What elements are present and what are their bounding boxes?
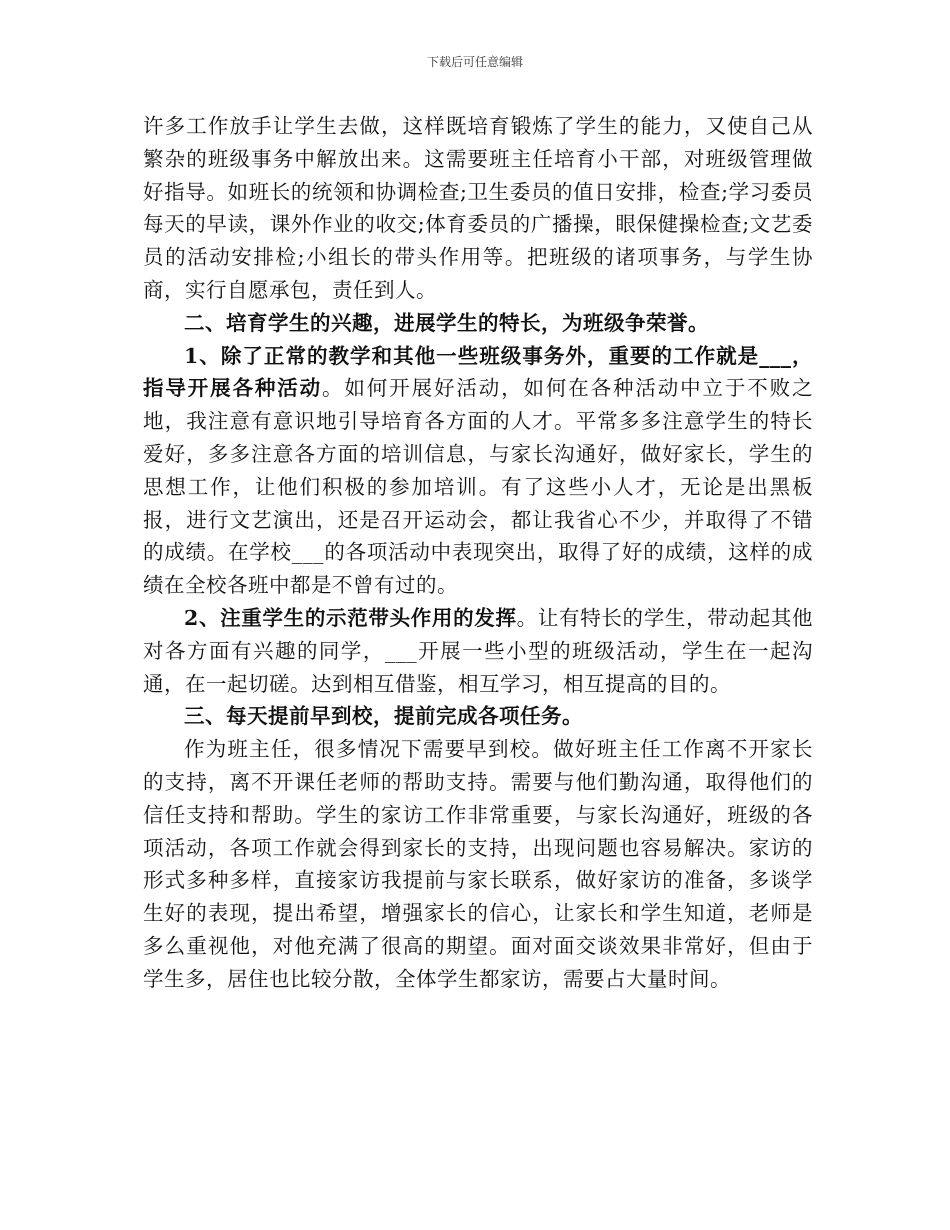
paragraph-2-text: 。如何开展好活动，如何在各种活动中立于不败之地，我注意有意识地引导培育各方面的人才。平常多多注意学生的特长爱好，多多注意各方面的培训信息，与家长沟通好，做好家长，学生的思想工作，让他们积极的参加培训。有了这些小人才，无论是出黑板报，进行文艺演出，还是召开运动会，都让我省心不少，并取得了不错的成绩。在学校___的各项活动中表现突出，取得了好的成绩，这样的成绩在全校各班中都是不曾有过的。: [143, 376, 814, 598]
paragraph-3: [143, 602, 813, 700]
paragraph-1: 许多工作放手让学生去做，这样既培育锻炼了学生的能力，又使自己从繁杂的班级事务中解放出来。这需要班主任培育小干部，对班级管理做好指导。如班长的统领和协调检查;卫生委员的值日安排，检查;学习委员每天的早读，课外作业的收交;体育委员的广播操，眼保健操检查;文艺委员的活动安排检;小组长的带头作用等。把班级的诸项事务，与学生协商，实行自愿承包，责任到人。: [143, 114, 813, 302]
paragraph-2-bold-lead: 1、除了正常的教学和其他一些班级事务外，重要的工作就是___，指导开展各种活动: [143, 343, 813, 401]
section-heading-2: 二、培育学生的兴趣，进展学生的特长，为班级争荣誉。: [184, 310, 709, 335]
paragraph-3-bold-lead: 2、注重学生的示范带头作用的发挥: [184, 605, 517, 630]
paragraph-2: [143, 340, 813, 602]
document-body: [143, 110, 813, 996]
paragraph-3-text: 。让有特长的学生，带动起其他对各方面有兴趣的同学，___开展一些小型的班级活动，学生在一起沟通，在一起切磋。达到相互借鉴，相互学习，相互提高的目的。: [143, 605, 814, 696]
page-header: 下载后可任意编辑: [426, 55, 523, 69]
section-heading-3: 三、每天提前早到校，提前完成各项任务。: [184, 704, 583, 729]
paragraph-4: 作为班主任，很多情况下需要早到校。做好班主任工作离不开家长的支持，离不开课任老师的帮助支持。需要与他们勤沟通，取得他们的信任支持和帮助。学生的家访工作非常重要，与家长沟通好，班级的各项活动，各项工作就会得到家长的支持，出现问题也容易解决。家访的形式多种多样，直接家访我提前与家长联系，做好家访的准备，多谈学生好的表现，提出希望，增强家长的信心，让家长和学生知道，老师是多么重视他，对他充满了很高的期望。面对面交谈效果非常好，但由于学生多，居住也比较分散，全体学生都家访，需要占大量时间。: [143, 737, 813, 991]
